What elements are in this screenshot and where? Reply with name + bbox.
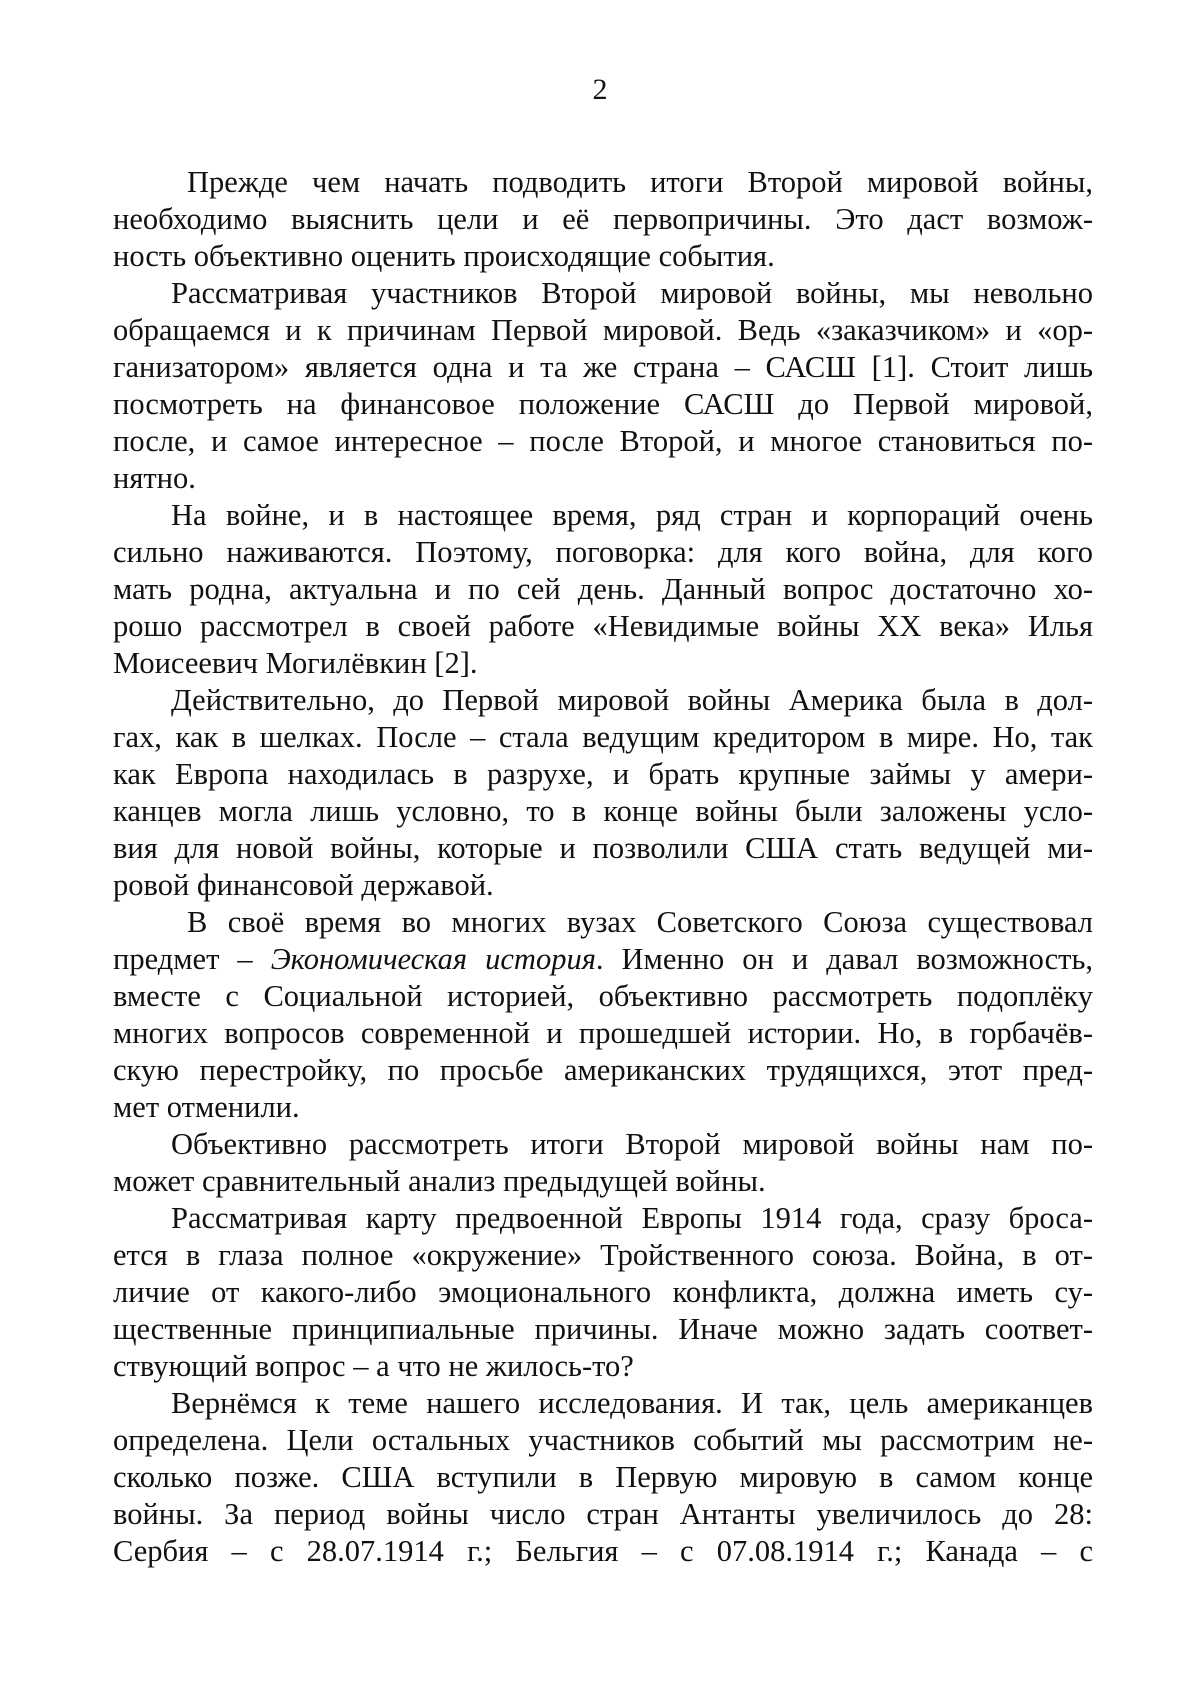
text-line: ровой финансовой державой. [113, 868, 494, 902]
text-line: Вернёмся к теме нашего исследования. И так, цель американцев [171, 1386, 1093, 1420]
paragraph-7 [113, 1200, 1093, 1385]
text-line: ствующий вопрос – а что не жилось-то? [113, 1349, 634, 1383]
text-line: Моисеевич Могилёвкин [2]. [113, 646, 478, 680]
text-line: ется в глаза полное «окружение» Тройственного союза. Война, в от- [113, 1238, 1093, 1272]
text-line: войны. За период войны число стран Антанты увеличилось до 28: [113, 1497, 1093, 1531]
text-line: сколько позже. США вступили в Первую мировую в самом конце [113, 1460, 1093, 1494]
paragraph-8 [113, 1385, 1093, 1570]
text-line: мать родна, актуальна и по сей день. Данный вопрос достаточно хо- [113, 572, 1093, 606]
text-line: многих вопросов современной и прошедшей истории. Но, в горбачёв- [113, 1016, 1093, 1050]
paragraph-2 [113, 275, 1093, 497]
text-line: после, и самое интересное – после Второй, и многое становиться по- [113, 424, 1093, 458]
text-line: ганизатором» является одна и та же страна – САСШ [1]. Стоит лишь [113, 350, 1093, 384]
text-line: определена. Цели остальных участников событий мы рассмотрим не- [113, 1423, 1093, 1457]
text-line: На войне, и в настоящее время, ряд стран и корпораций очень [171, 498, 1093, 532]
text-fragment: предмет – [113, 942, 271, 976]
paragraph-3 [113, 497, 1093, 682]
text-line: вместе с Социальной историей, объективно рассмотреть подоплёку [113, 979, 1093, 1013]
text-line: В своё время во многих вузах Советского Союза существовал [187, 905, 1093, 939]
text-line: посмотреть на финансовое положение САСШ до Первой мировой, [113, 387, 1093, 421]
text-line: ность объективно оценить происходящие события. [113, 239, 775, 273]
text-line: мет отменили. [113, 1090, 300, 1124]
text-line: гах, как в шелках. После – стала ведущим кредитором в мире. Но, так [113, 720, 1093, 754]
text-line: щественные принципиальные причины. Иначе можно задать соответ- [113, 1312, 1093, 1346]
text-line: необходимо выяснить цели и её первопричины. Это даст возмож- [113, 202, 1093, 236]
paragraph-6 [113, 1126, 1093, 1200]
paragraph-5 [113, 904, 1093, 1126]
text-fragment: . Именно он и давал возможность, [595, 942, 1093, 976]
paragraph-1 [113, 164, 1093, 275]
paragraph-4 [113, 682, 1093, 904]
text-line: Объективно рассмотреть итоги Второй мировой войны нам по- [171, 1127, 1093, 1161]
text-line: Рассматривая участников Второй мировой войны, мы невольно [171, 276, 1093, 310]
text-line: Рассматривая карту предвоенной Европы 1914 года, сразу броса- [171, 1201, 1093, 1235]
text-line: личие от какого-либо эмоционального конфликта, должна иметь су- [113, 1275, 1093, 1309]
text-line: сильно наживаются. Поэтому, поговорка: для кого война, для кого [113, 535, 1093, 569]
text-line: Прежде чем начать подводить итоги Второй мировой войны, [187, 165, 1093, 199]
page-number: 2 [592, 73, 608, 106]
text-line: как Европа находилась в разрухе, и брать крупные займы у амери- [113, 757, 1093, 791]
text-line: канцев могла лишь условно, то в конце войны были заложены усло- [113, 794, 1093, 828]
text-line: может сравнительный анализ предыдущей войны. [113, 1164, 766, 1198]
text-line: Действительно, до Первой мировой войны Америка была в дол- [171, 683, 1093, 717]
text-line: Сербия – с 28.07.1914 г.; Бельгия – с 07.08.1914 г.; Канада – с [113, 1534, 1093, 1568]
text-line: вия для новой войны, которые и позволили США стать ведущей ми- [113, 831, 1093, 865]
text-line: нятно. [113, 461, 196, 495]
text-line-with-italic [113, 941, 1093, 978]
document-body [113, 164, 1093, 1570]
subject-name-italic: Экономическая история [270, 942, 596, 976]
text-line: скую перестройку, по просьбе американских трудящихся, этот пред- [113, 1053, 1093, 1087]
text-line: обращаемся и к причинам Первой мировой. Ведь «заказчиком» и «ор- [113, 313, 1093, 347]
text-line: рошо рассмотрел в своей работе «Невидимые войны XX века» Илья [113, 609, 1093, 643]
